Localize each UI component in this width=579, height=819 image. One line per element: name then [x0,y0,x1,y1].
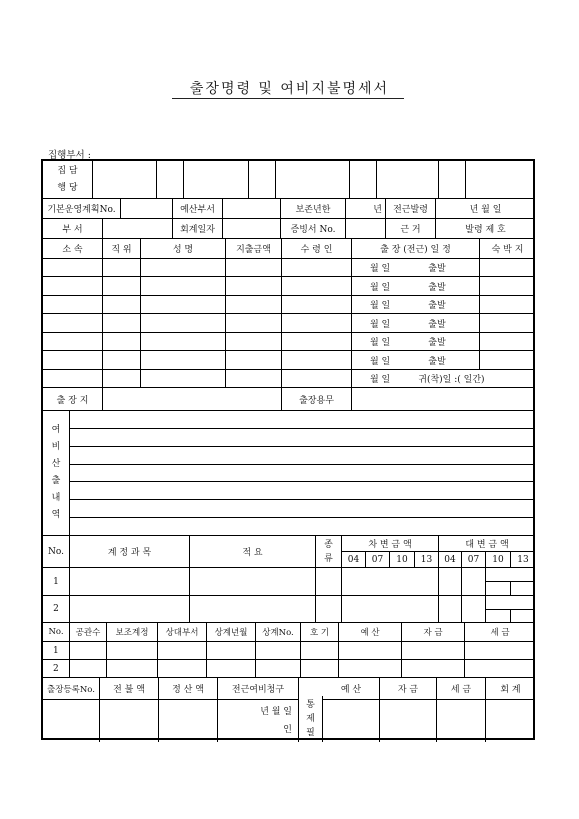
name-cell[interactable] [141,333,226,351]
credit-04-cell[interactable] [439,596,462,623]
bottom-cell[interactable] [301,642,339,660]
receiver-cell[interactable] [282,259,352,277]
credit-04-cell[interactable] [439,568,462,596]
lodging-cell[interactable] [480,351,535,370]
expense-line[interactable] [70,482,535,500]
schedule-cell[interactable] [352,370,535,388]
name-cell[interactable] [141,351,226,370]
amount-cell[interactable] [226,370,282,388]
schedule-status: 귀(착)일 :( 일간) [418,375,485,385]
account-row-no: 1 [43,568,70,596]
bottom-row-no: 1 [43,642,70,660]
name-cell[interactable] [141,314,226,333]
footer-accounting-value[interactable] [486,700,535,742]
receiver-header: 수 령 인 [282,239,352,259]
account-row-no: 2 [43,596,70,623]
schedule-cell[interactable] [352,351,480,370]
approval-box-3[interactable] [184,161,249,199]
expense-line[interactable] [70,518,535,536]
bottom-cell[interactable] [402,660,465,678]
advance-date[interactable]: 년 월 일 [436,199,535,219]
expense-detail-label [43,411,70,536]
bottom-cell[interactable] [301,660,339,678]
basis-label: 근 거 [386,219,436,239]
credit-13-top[interactable] [511,596,535,610]
title-underline [172,98,404,99]
bottom-cell[interactable] [107,642,158,660]
type-char: 류 [324,553,333,564]
schedule-date: 월 일 [370,301,391,311]
schedule-cell[interactable] [352,259,480,277]
expense-line[interactable] [70,447,535,465]
credit-col-04: 04 [439,552,462,568]
control-seal-char: 제 [306,714,315,724]
control-seal-label [299,696,323,742]
bottom-header-9: 세 금 [465,623,535,642]
lodging-cell[interactable] [480,333,535,351]
credit-col-10: 10 [486,552,511,568]
claim-date: 년 월 일 [260,707,292,717]
debit-col-04: 04 [342,552,366,568]
credit-10-top[interactable] [486,596,511,610]
approval-box-7[interactable] [377,161,439,199]
belong-header: 소 속 [43,239,103,259]
receiver-cell[interactable] [282,314,352,333]
account-summary-cell[interactable] [190,596,316,623]
amount-cell[interactable] [226,314,282,333]
schedule-status: 출발 [428,356,446,367]
position-cell[interactable] [103,259,141,277]
debit-header: 차 변 금 액 [342,536,439,552]
claim-seal: 인 [283,725,292,735]
belong-cell[interactable] [43,259,103,277]
credit-07-cell[interactable] [462,568,486,596]
amount-header: 지출금액 [226,239,282,259]
debit-amount-cell[interactable] [342,596,439,623]
credit-07-cell[interactable] [462,596,486,623]
prepay-value[interactable] [100,700,159,742]
footer-tax-value[interactable] [437,700,486,742]
bottom-row-no: 2 [43,660,70,678]
account-summary-header: 적 요 [190,536,316,568]
footer-tax-label: 세 금 [437,678,486,700]
account-subject-cell[interactable] [70,596,190,623]
dept-label: 집행부서 : [48,150,91,161]
bottom-header-6: 호 기 [301,623,339,642]
approval-box-9[interactable] [466,161,535,199]
position-cell[interactable] [103,333,141,351]
expense-line[interactable] [70,411,535,429]
bottom-header-5: 상계No. [256,623,301,642]
account-type-cell[interactable] [316,596,342,623]
bottom-cell[interactable] [158,660,207,678]
schedule-date: 월 일 [370,282,391,293]
belong-cell[interactable] [43,333,103,351]
budget-dept-value[interactable] [223,199,281,219]
form-title: 출장명령 및 여비지불명세서 [189,81,390,97]
bottom-cell[interactable] [70,660,107,678]
credit-col-07: 07 [462,552,486,568]
approval-box-6[interactable] [350,161,377,199]
claim-label: 전근여비청구 [218,678,299,700]
credit-10-top[interactable] [486,568,511,582]
settle-value[interactable] [159,700,218,742]
bottom-header-1: 공관수 [70,623,107,642]
schedule-date: 월 일 [370,356,391,367]
approval-label [43,161,93,199]
name-cell[interactable] [141,370,226,388]
order-no[interactable]: 발령 제 호 [436,219,535,239]
account-summary-cell[interactable] [190,568,316,596]
amount-cell[interactable] [226,351,282,370]
schedule-date: 월 일 [370,338,391,348]
belong-cell[interactable] [43,296,103,314]
account-subject-header: 계 정 과 목 [70,536,190,568]
debit-col-13: 13 [415,552,439,568]
bottom-header-7: 예 산 [339,623,402,642]
bottom-header-4: 상계년월 [207,623,256,642]
receiver-cell[interactable] [282,370,352,388]
account-subject-cell[interactable] [70,568,190,596]
voucher-label: 증빙서 No. [281,219,346,239]
footer-fund-label: 자 금 [380,678,437,700]
bottom-cell[interactable] [465,660,535,678]
bottom-cell[interactable] [465,642,535,660]
schedule-date: 월 일 [370,375,391,385]
dept-field-value[interactable] [103,219,173,239]
acct-date-value[interactable] [223,219,281,239]
credit-13-bottom[interactable] [511,610,535,623]
name-cell[interactable] [141,259,226,277]
credit-13-top[interactable] [511,568,535,582]
expense-label-char: 여 [51,425,61,435]
place-label: 출 장 지 [43,388,103,411]
claim-value[interactable] [218,700,299,742]
lodging-cell[interactable] [480,277,535,296]
control-seal-char: 통 [306,700,315,710]
bottom-cell[interactable] [339,642,402,660]
amount-cell[interactable] [226,333,282,351]
credit-10-bottom[interactable] [486,582,511,596]
type-char: 종 [324,539,333,550]
schedule-status: 출발 [428,282,446,293]
schedule-cell[interactable] [352,333,480,351]
place-value[interactable] [103,388,282,411]
lodging-header: 숙 박 지 [480,239,535,259]
schedule-cell[interactable] [352,296,480,314]
account-type-header [316,536,342,568]
bottom-header-3: 상대부서 [158,623,207,642]
footer-fund-value[interactable] [380,700,437,742]
reg-no-value[interactable] [43,700,100,742]
credit-10-bottom[interactable] [486,610,511,623]
budget-account-value[interactable] [121,199,173,219]
purpose-value[interactable] [352,388,535,411]
schedule-status: 출발 [428,319,446,330]
receiver-cell[interactable] [282,277,352,296]
expense-label-char: 비 [51,442,61,452]
schedule-cell[interactable] [352,277,480,296]
position-cell[interactable] [103,351,141,370]
schedule-date: 월 일 [370,264,391,274]
belong-cell[interactable] [43,351,103,370]
account-type-cell[interactable] [316,568,342,596]
name-header: 성 명 [141,239,226,259]
bottom-cell[interactable] [207,642,256,660]
schedule-header: 출 장 (전근) 일 정 [352,239,480,259]
bottom-cell[interactable] [256,642,301,660]
settle-label: 정 산 액 [159,678,218,700]
amount-cell[interactable] [226,259,282,277]
purpose-label: 출장용무 [282,388,352,411]
position-cell[interactable] [103,296,141,314]
bottom-cell[interactable] [107,660,158,678]
expense-label-char: 내 [51,493,61,503]
bottom-header-8: 자 금 [402,623,465,642]
credit-col-13: 13 [511,552,535,568]
account-no-header: No. [43,536,70,568]
lodging-cell[interactable] [480,259,535,277]
approval-box-5[interactable] [276,161,350,199]
budget-dept-label: 예산부서 [173,199,223,219]
position-header: 직 위 [103,239,141,259]
approval-box-2[interactable] [157,161,184,199]
approval-label-bottom: 행 당 [57,182,78,193]
amount-cell[interactable] [226,277,282,296]
bottom-cell[interactable] [207,660,256,678]
schedule-status: 출발 [428,301,446,311]
bottom-cell[interactable] [256,660,301,678]
belong-cell[interactable] [43,370,103,388]
belong-cell[interactable] [43,277,103,296]
schedule-status: 출발 [428,264,446,274]
name-cell[interactable] [141,277,226,296]
position-cell[interactable] [103,277,141,296]
footer-budget-label: 예 산 [323,678,380,700]
approval-box-1[interactable] [93,161,157,199]
bottom-cell[interactable] [158,642,207,660]
expense-line[interactable] [70,500,535,518]
debit-amount-cell[interactable] [342,568,439,596]
expense-line[interactable] [70,429,535,447]
travel-expense-form [41,159,535,740]
receiver-cell[interactable] [282,351,352,370]
approval-box-8[interactable] [439,161,466,199]
debit-col-07: 07 [366,552,390,568]
budget-account-label: 기본운영계획No. [43,199,121,219]
expense-label-char: 역 [51,510,61,520]
bottom-header-2: 보조계정 [107,623,158,642]
retention-year[interactable]: 년 [346,199,386,219]
approval-label-top: 집 담 [57,165,78,176]
position-cell[interactable] [103,314,141,333]
retention-label: 보존년한 [281,199,346,219]
schedule-status: 출발 [428,338,446,348]
dept-field-label: 부 서 [43,219,103,239]
acct-date-label: 회계일자 [173,219,223,239]
prepay-label: 전 불 액 [100,678,159,700]
expense-line[interactable] [70,465,535,482]
expense-label-char: 출 [51,476,61,486]
footer-budget-value[interactable] [323,700,380,742]
lodging-cell[interactable] [480,296,535,314]
amount-cell[interactable] [226,296,282,314]
name-cell[interactable] [141,296,226,314]
footer-accounting-label: 회 계 [486,678,535,700]
lodging-cell[interactable] [480,314,535,333]
schedule-date: 월 일 [370,319,391,330]
bottom-cell[interactable] [339,660,402,678]
expense-label-char: 산 [51,459,61,469]
credit-13-bottom[interactable] [511,582,535,596]
approval-box-4[interactable] [249,161,276,199]
voucher-value[interactable] [346,219,386,239]
belong-cell[interactable] [43,314,103,333]
bottom-cell[interactable] [402,642,465,660]
control-seal-char: 필 [306,728,315,738]
advance-label: 전근발령 [386,199,436,219]
receiver-cell[interactable] [282,333,352,351]
position-cell[interactable] [103,370,141,388]
bottom-header-0: No. [43,623,70,642]
receiver-cell[interactable] [282,296,352,314]
debit-col-10: 10 [390,552,415,568]
schedule-cell[interactable] [352,314,480,333]
credit-header: 대 변 금 액 [439,536,535,552]
reg-no-label: 출장등록No. [43,678,100,700]
bottom-cell[interactable] [70,642,107,660]
